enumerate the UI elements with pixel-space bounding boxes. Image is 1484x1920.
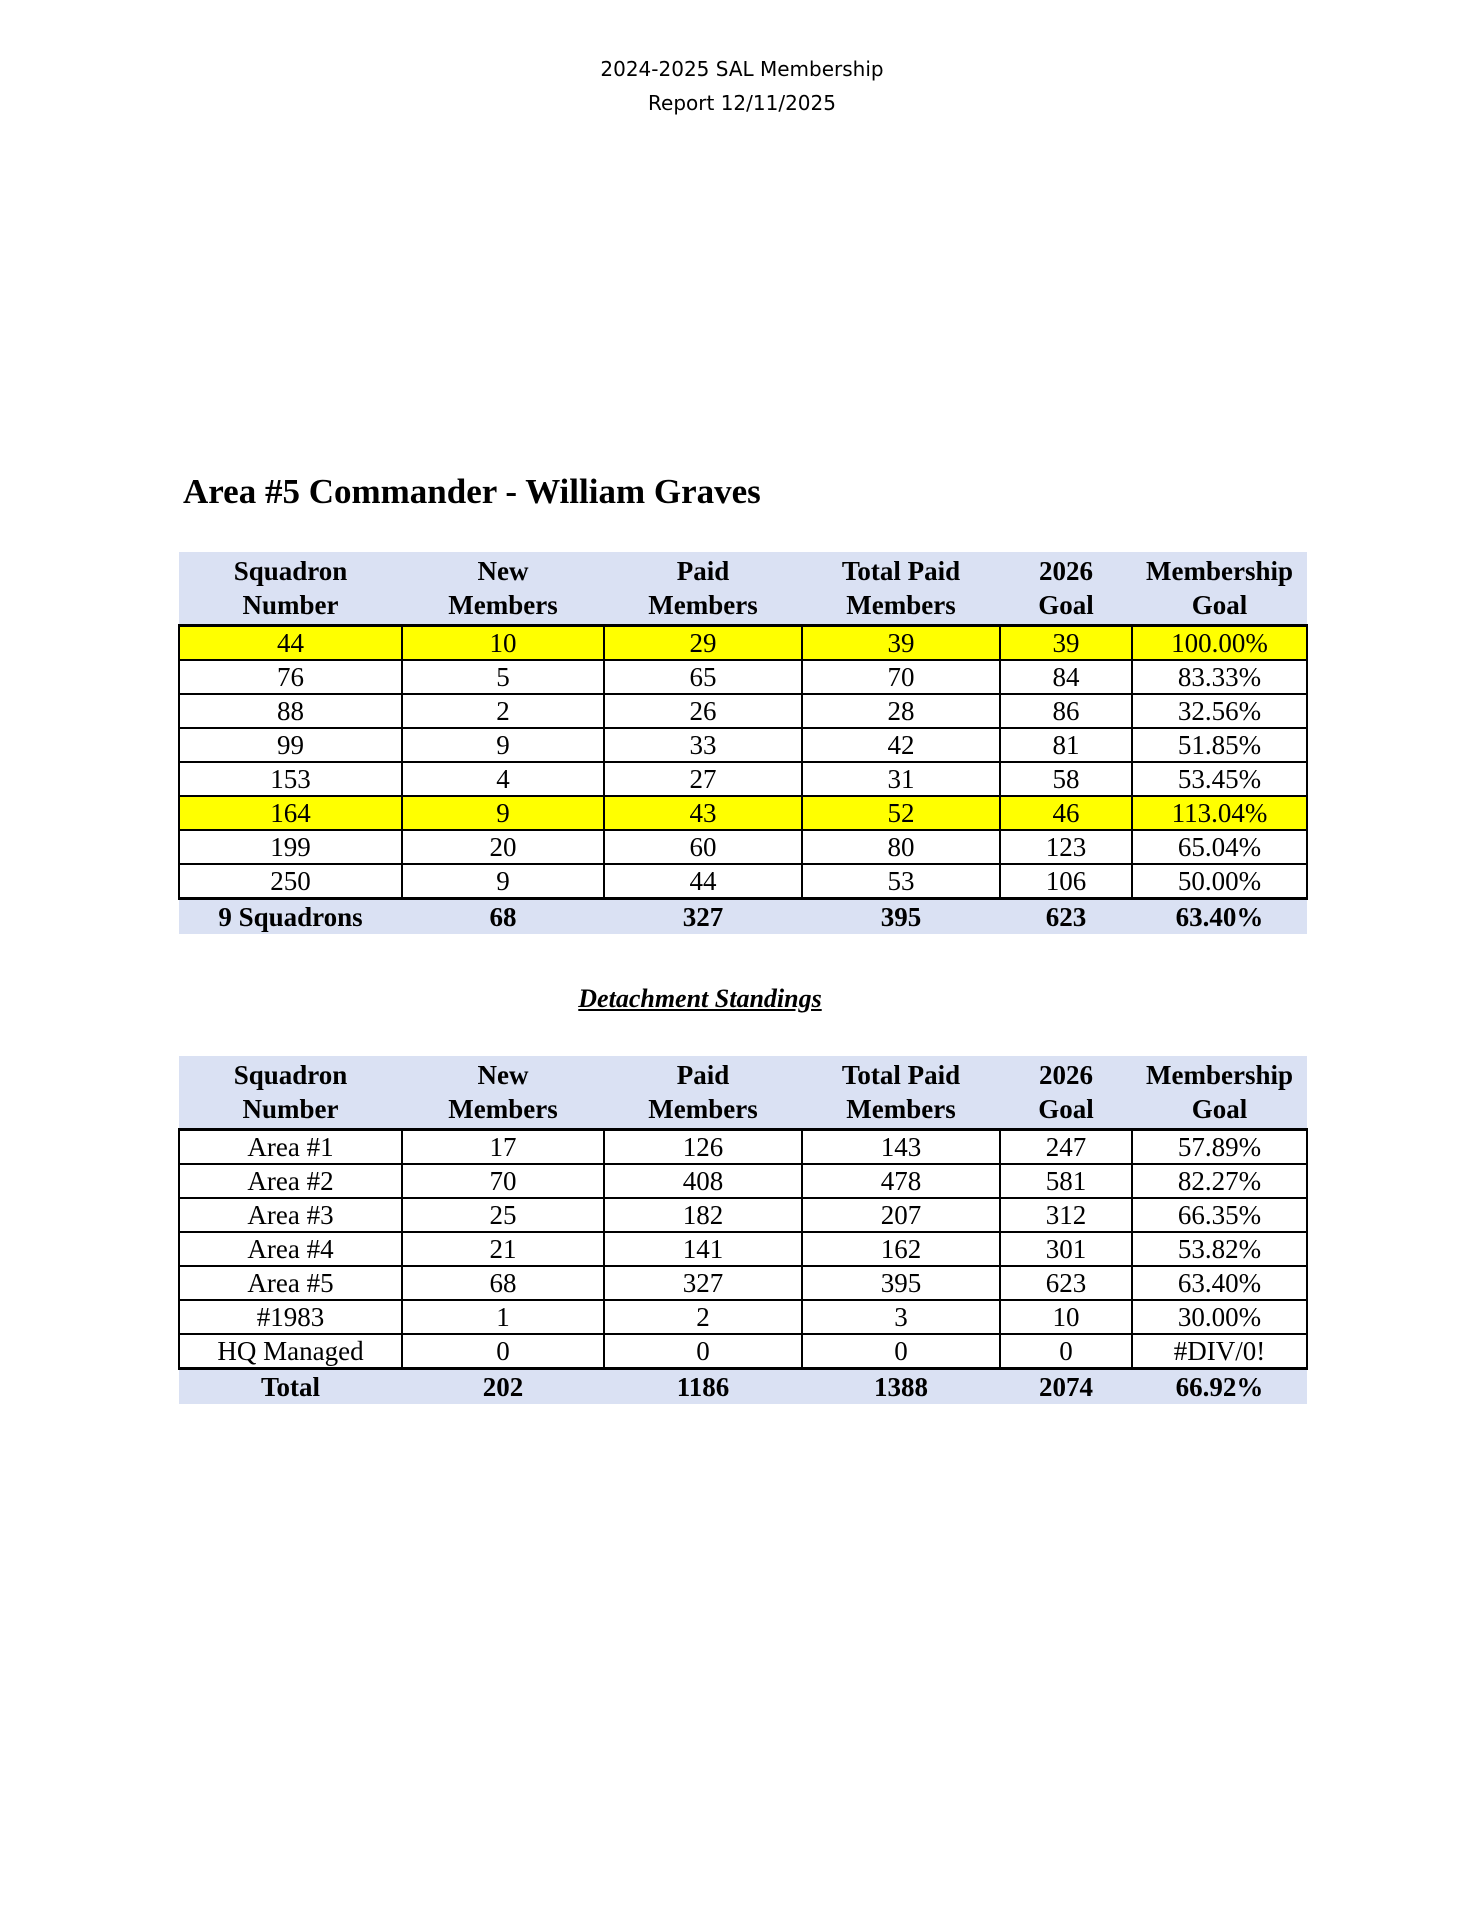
table-cell: 81 bbox=[1000, 728, 1132, 762]
table-row bbox=[179, 1334, 1307, 1369]
total-cell: 327 bbox=[604, 899, 802, 935]
table-cell: 9 bbox=[402, 728, 604, 762]
table-row bbox=[179, 1198, 1307, 1232]
table-row bbox=[179, 796, 1307, 830]
report-title-line2: Report 12/11/2025 bbox=[648, 91, 836, 115]
table-cell: 141 bbox=[604, 1232, 802, 1266]
column-header bbox=[802, 552, 1000, 626]
column-header bbox=[1132, 1056, 1307, 1130]
table-cell: 29 bbox=[604, 626, 802, 661]
table-cell: Area #3 bbox=[179, 1198, 402, 1232]
total-cell: 395 bbox=[802, 899, 1000, 935]
column-header bbox=[179, 552, 402, 626]
table-cell: 1 bbox=[402, 1300, 604, 1334]
table-cell: 52 bbox=[802, 796, 1000, 830]
column-header bbox=[1000, 552, 1132, 626]
table-row bbox=[179, 1164, 1307, 1198]
table-cell: 0 bbox=[1000, 1334, 1132, 1369]
total-cell: 2074 bbox=[1000, 1369, 1132, 1405]
table-cell: 68 bbox=[402, 1266, 604, 1300]
column-header-line1: Membership bbox=[1146, 556, 1293, 586]
table-cell: 0 bbox=[604, 1334, 802, 1369]
table-cell: 143 bbox=[802, 1130, 1000, 1165]
column-header-line1: 2026 bbox=[1039, 1060, 1093, 1090]
table-cell: 100.00% bbox=[1132, 626, 1307, 661]
table-cell: 3 bbox=[802, 1300, 1000, 1334]
column-header bbox=[402, 552, 604, 626]
table-cell: 162 bbox=[802, 1232, 1000, 1266]
table-cell: 50.00% bbox=[1132, 864, 1307, 899]
total-cell: Total bbox=[179, 1369, 402, 1405]
table-cell: 17 bbox=[402, 1130, 604, 1165]
table-cell: 9 bbox=[402, 864, 604, 899]
table-cell: 25 bbox=[402, 1198, 604, 1232]
table-cell: 31 bbox=[802, 762, 1000, 796]
table-row bbox=[179, 762, 1307, 796]
table-cell: 65 bbox=[604, 660, 802, 694]
table-cell: 10 bbox=[1000, 1300, 1132, 1334]
column-header-line1: Membership bbox=[1146, 1060, 1293, 1090]
table-cell: 33 bbox=[604, 728, 802, 762]
table-cell: 408 bbox=[604, 1164, 802, 1198]
table-cell: 76 bbox=[179, 660, 402, 694]
table-cell: 2 bbox=[604, 1300, 802, 1334]
table-cell: 5 bbox=[402, 660, 604, 694]
table-cell: 126 bbox=[604, 1130, 802, 1165]
total-cell: 9 Squadrons bbox=[179, 899, 402, 935]
table-cell: #1983 bbox=[179, 1300, 402, 1334]
table-cell: 53 bbox=[802, 864, 1000, 899]
table-cell: 9 bbox=[402, 796, 604, 830]
table-cell: 66.35% bbox=[1132, 1198, 1307, 1232]
table-cell: 60 bbox=[604, 830, 802, 864]
total-cell: 1186 bbox=[604, 1369, 802, 1405]
table-cell: 82.27% bbox=[1132, 1164, 1307, 1198]
column-header bbox=[179, 1056, 402, 1130]
column-header-line1: New bbox=[477, 556, 529, 586]
column-header-line1: Total Paid bbox=[841, 556, 961, 586]
total-row bbox=[179, 899, 1307, 935]
column-header-line1: New bbox=[477, 1060, 529, 1090]
column-header-line2: Members bbox=[846, 590, 956, 620]
table-cell: 63.40% bbox=[1132, 1266, 1307, 1300]
table-cell: 327 bbox=[604, 1266, 802, 1300]
column-header-line2: Goal bbox=[1191, 1094, 1248, 1124]
table-row bbox=[179, 660, 1307, 694]
table-cell: 42 bbox=[802, 728, 1000, 762]
area-table bbox=[178, 552, 1308, 934]
table-row bbox=[179, 728, 1307, 762]
table-cell: 28 bbox=[802, 694, 1000, 728]
table-cell: 99 bbox=[179, 728, 402, 762]
table-row bbox=[179, 694, 1307, 728]
table-cell: 106 bbox=[1000, 864, 1132, 899]
header-row bbox=[179, 552, 1307, 626]
table-row bbox=[179, 830, 1307, 864]
table-cell: 88 bbox=[179, 694, 402, 728]
total-cell: 63.40% bbox=[1132, 899, 1307, 935]
table-cell: 623 bbox=[1000, 1266, 1132, 1300]
table-row bbox=[179, 1130, 1307, 1165]
column-header bbox=[1132, 552, 1307, 626]
table-row bbox=[179, 626, 1307, 661]
table-cell: 57.89% bbox=[1132, 1130, 1307, 1165]
column-header-line2: Goal bbox=[1038, 590, 1094, 620]
column-header-line1: Paid bbox=[676, 556, 730, 586]
total-cell: 623 bbox=[1000, 899, 1132, 935]
table-cell: 4 bbox=[402, 762, 604, 796]
column-header bbox=[802, 1056, 1000, 1130]
table-cell: 70 bbox=[402, 1164, 604, 1198]
table-cell: 46 bbox=[1000, 796, 1132, 830]
table-cell: 70 bbox=[802, 660, 1000, 694]
column-header-line1: 2026 bbox=[1039, 556, 1093, 586]
table-cell: Area #1 bbox=[179, 1130, 402, 1165]
table-cell: Area #5 bbox=[179, 1266, 402, 1300]
table-cell: 43 bbox=[604, 796, 802, 830]
table-cell: 86 bbox=[1000, 694, 1132, 728]
column-header-line1: Paid bbox=[676, 1060, 730, 1090]
table-cell: 0 bbox=[402, 1334, 604, 1369]
table-cell: 113.04% bbox=[1132, 796, 1307, 830]
table-cell: 0 bbox=[802, 1334, 1000, 1369]
table-cell: 21 bbox=[402, 1232, 604, 1266]
table-cell: 395 bbox=[802, 1266, 1000, 1300]
table-cell: 164 bbox=[179, 796, 402, 830]
total-cell: 66.92% bbox=[1132, 1369, 1307, 1405]
column-header-line1: Total Paid bbox=[841, 1060, 961, 1090]
table-cell: 312 bbox=[1000, 1198, 1132, 1232]
column-header-line1: Squadron bbox=[233, 1060, 348, 1090]
area-heading: Area #5 Commander - William Graves bbox=[183, 472, 761, 511]
table-row bbox=[179, 1232, 1307, 1266]
column-header-line2: Goal bbox=[1191, 590, 1248, 620]
column-header-line2: Number bbox=[242, 590, 339, 620]
column-header bbox=[1000, 1056, 1132, 1130]
table-cell: Area #2 bbox=[179, 1164, 402, 1198]
table-cell: 581 bbox=[1000, 1164, 1132, 1198]
table-row bbox=[179, 1266, 1307, 1300]
table-cell: 39 bbox=[1000, 626, 1132, 661]
table-cell: 207 bbox=[802, 1198, 1000, 1232]
table-cell: 301 bbox=[1000, 1232, 1132, 1266]
column-header-line2: Number bbox=[242, 1094, 339, 1124]
header-row bbox=[179, 1056, 1307, 1130]
table-cell: 53.82% bbox=[1132, 1232, 1307, 1266]
table-cell: 53.45% bbox=[1132, 762, 1307, 796]
column-header-line2: Members bbox=[648, 1094, 758, 1124]
detachment-table bbox=[178, 1056, 1308, 1404]
table-cell: 27 bbox=[604, 762, 802, 796]
table-cell: 44 bbox=[604, 864, 802, 899]
table-cell: 51.85% bbox=[1132, 728, 1307, 762]
table-cell: HQ Managed bbox=[179, 1334, 402, 1369]
column-header-line2: Members bbox=[448, 590, 558, 620]
column-header bbox=[604, 552, 802, 626]
table-cell: 30.00% bbox=[1132, 1300, 1307, 1334]
table-cell: 10 bbox=[402, 626, 604, 661]
column-header bbox=[402, 1056, 604, 1130]
total-cell: 68 bbox=[402, 899, 604, 935]
column-header-line2: Goal bbox=[1038, 1094, 1094, 1124]
table-cell: 58 bbox=[1000, 762, 1132, 796]
column-header-line2: Members bbox=[648, 590, 758, 620]
column-header-line1: Squadron bbox=[233, 556, 348, 586]
table-cell: 26 bbox=[604, 694, 802, 728]
table-cell: 247 bbox=[1000, 1130, 1132, 1165]
table-row bbox=[179, 864, 1307, 899]
table-cell: Area #4 bbox=[179, 1232, 402, 1266]
detachment-heading: Detachment Standings bbox=[578, 984, 822, 1013]
table-row bbox=[179, 1300, 1307, 1334]
table-cell: 39 bbox=[802, 626, 1000, 661]
column-header-line2: Members bbox=[448, 1094, 558, 1124]
table-cell: 80 bbox=[802, 830, 1000, 864]
table-cell: 84 bbox=[1000, 660, 1132, 694]
column-header bbox=[604, 1056, 802, 1130]
total-cell: 202 bbox=[402, 1369, 604, 1405]
table-cell: 199 bbox=[179, 830, 402, 864]
total-cell: 1388 bbox=[802, 1369, 1000, 1405]
column-header-line2: Members bbox=[846, 1094, 956, 1124]
table-cell: 20 bbox=[402, 830, 604, 864]
table-cell: 32.56% bbox=[1132, 694, 1307, 728]
table-cell: 44 bbox=[179, 626, 402, 661]
table-cell: 478 bbox=[802, 1164, 1000, 1198]
table-cell: 153 bbox=[179, 762, 402, 796]
table-cell: 65.04% bbox=[1132, 830, 1307, 864]
table-cell: 83.33% bbox=[1132, 660, 1307, 694]
total-row bbox=[179, 1369, 1307, 1405]
report-title bbox=[0, 52, 1484, 120]
table-cell: 2 bbox=[402, 694, 604, 728]
report-title-line1: 2024-2025 SAL Membership bbox=[600, 57, 884, 81]
table-cell: 123 bbox=[1000, 830, 1132, 864]
table-cell: 250 bbox=[179, 864, 402, 899]
table-cell: #DIV/0! bbox=[1132, 1334, 1307, 1369]
table-cell: 182 bbox=[604, 1198, 802, 1232]
